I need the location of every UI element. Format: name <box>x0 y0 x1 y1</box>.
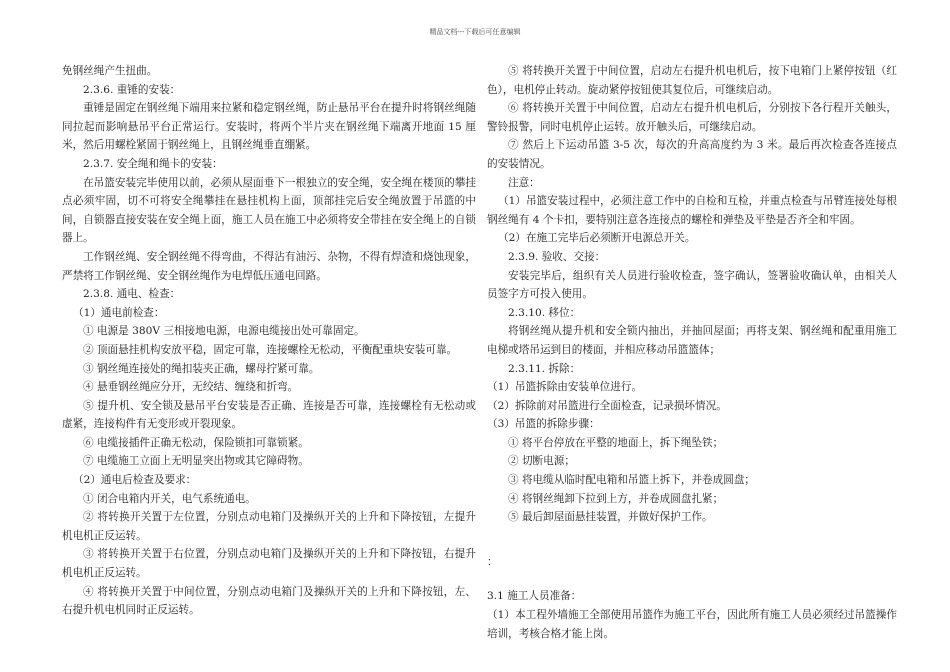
paragraph: 将钢丝绳从提升机和安全锁内抽出，并抽回屋面；再将支架、钢丝绳和配重用施工电梯或塔吊运到目的楼面，并相应移动吊篮篮体； <box>487 325 897 356</box>
list-item: ⑤ 将转换开关置于中间位置，启动左右提升机电机后，按下电箱门上紧停按钮（红色），电机停止转动。旋动紧停按钮使其复位后，可继续启动。 <box>487 65 897 96</box>
note-item: （2）在施工完毕后必须断开电源总开关。 <box>498 232 696 245</box>
list-item: ⑦ 电缆施工立面上无明显突出物或其它障碍物。 <box>83 455 309 468</box>
section-heading-2-3-8: 2.3.8. 通电、检查： <box>83 288 181 301</box>
list-item: ⑥ 将转换开关置于中间位置，启动左右提升机电机后，分别按下各行程开关触头，警铃报警，同时电机停止运转。放开触头后，可继续启动。 <box>487 102 897 133</box>
note-heading: 注意： <box>508 176 540 189</box>
list-item: ② 顶面悬挂机构安放平稳，固定可靠，连接螺栓无松动，平衡配重块安装可靠。 <box>83 343 458 356</box>
list-item: ② 将转换开关置于左位置，分别点动电箱门及操纵开关的上升和下降按钮，左提升机电机正反运转。 <box>62 511 476 542</box>
page-header: 精品文档---下载后可任意编辑 <box>429 28 521 36</box>
paragraph: 工作钢丝绳、安全钢丝绳不得弯曲，不得沾有油污、杂物，不得有焊渣和烧蚀现象，严禁将工作钢丝绳、安全钢丝绳作为电焊低压通电回路。 <box>62 250 476 282</box>
list-item: ⑤ 提升机、安全锁及悬吊平台安装是否正确、连接是否可靠，连接螺栓有无松动或虚紧，连接构件有无变形或开裂现象。 <box>62 399 476 431</box>
section-heading-3-1: 3.1 施工人员准备： <box>487 590 582 603</box>
list-item: ④ 将转换开关置于中间位置，分别点动电箱门及操纵开关的上升和下降按钮，左、右提升机电机同时正反运转。 <box>62 585 476 617</box>
subheading: （1）通电前检查： <box>73 306 165 319</box>
note-item: （1）吊篮安装过程中，必须注意工作中的自检和互检，并重点检查与吊臂连接处每根钢丝绳有 4 个卡扣，要特别注意各连接点的螺栓和弹垫及平垫是否齐全和牢固。 <box>487 195 897 226</box>
list-item: （2）拆除前对吊篮进行全面检查，记录损坏情况。 <box>487 399 727 412</box>
spacer <box>487 571 897 587</box>
list-item: ③ 将电缆从临时配电箱和吊篮上拆下，并卷成圆盘； <box>508 474 756 487</box>
list-item: （3）吊篮的拆除步骤： <box>487 418 600 431</box>
list-item: ③ 将转换开关置于右位置，分别点动电箱门及操纵开关的上升和下降按钮，右提升机电机正反运转。 <box>62 548 476 580</box>
list-item: ① 将平台停放在平整的地面上，拆下绳坠铁； <box>508 436 724 449</box>
section-heading-2-3-9: 2.3.9. 验收、交接： <box>508 250 606 263</box>
paragraph: 在吊篮安装完毕使用以前，必须从屋面垂下一根独立的安全绳，安全绳在楼顶的攀挂点必须牢固，切不可将安全绳攀挂在悬挂机构上面，顶部挂完后安全绳放置于吊篮的中间，自锁器直接安装在安全绳上面，施工人员在施工中必须将安全带挂在安全绳上的自锁器上。 <box>62 176 476 245</box>
list-item: （1）吊篮拆除由安装单位进行。 <box>487 381 643 394</box>
spacer <box>487 527 897 553</box>
list-item: ① 电源是 380V 三相接地电源，电源电缆接出处可靠固定。 <box>83 325 365 338</box>
list-item: ④ 将钢丝绳卸下拉到上方，并卷成圆盘扎紧； <box>508 492 724 505</box>
paragraph: 免钢丝绳产生扭曲。 <box>62 65 158 77</box>
list-item: ③ 钢丝绳连接处的绳扣装夹正确，螺母拧紧可靠。 <box>83 362 320 375</box>
right-column <box>487 62 897 643</box>
section-heading-2-3-11: 2.3.11. 拆除： <box>508 362 581 375</box>
list-item: ⑦ 然后上下运动吊篮 3-5 次，每次的升高高度约为 3 米。最后再次检查各连接点的安装情况。 <box>487 139 897 170</box>
section-heading-2-3-10: 2.3.10. 移位： <box>508 306 581 319</box>
paragraph: 重锤是固定在钢丝绳下端用来拉紧和稳定钢丝绳，防止悬吊平台在提升时将钢丝绳随同拉起而影响悬吊平台正常运行。安装时，将两个半片夹在钢丝绳下端离开地面 15 厘米，然后用螺栓紧固于钢丝绳上，且钢丝绳垂直绷紧。 <box>62 102 476 152</box>
left-column <box>62 62 476 620</box>
list-item: ① 闭合电箱内开关，电气系统通电。 <box>83 492 256 505</box>
colon-mark: ： <box>487 555 498 568</box>
section-heading-2-3-6: 2.3.6. 重锤的安装： <box>83 83 181 96</box>
list-item: ④ 悬垂钢丝绳应分开，无绞结、缠绕和折弯。 <box>83 381 299 394</box>
list-item: ⑥ 电缆接插件正确无松动，保险锁扣可靠锁紧。 <box>83 436 309 449</box>
paragraph: 安装完毕后，组织有关人员进行验收检查，签字确认，签署验收确认单，由相关人员签字方可投入使用。 <box>487 269 897 301</box>
section-heading-2-3-7: 2.3.7. 安全绳和绳卡的安装： <box>83 157 223 170</box>
list-item: ② 切断电源； <box>508 455 575 468</box>
subheading: （2）通电后检查及要求： <box>73 474 197 487</box>
paragraph: （1）本工程外墙施工全部使用吊篮作为施工平台，因此所有施工人员必须经过吊篮操作培训，考核合格才能上岗。 <box>487 609 897 640</box>
list-item: ⑤ 最后卸屋面悬挂装置，并做好保护工作。 <box>508 511 713 524</box>
